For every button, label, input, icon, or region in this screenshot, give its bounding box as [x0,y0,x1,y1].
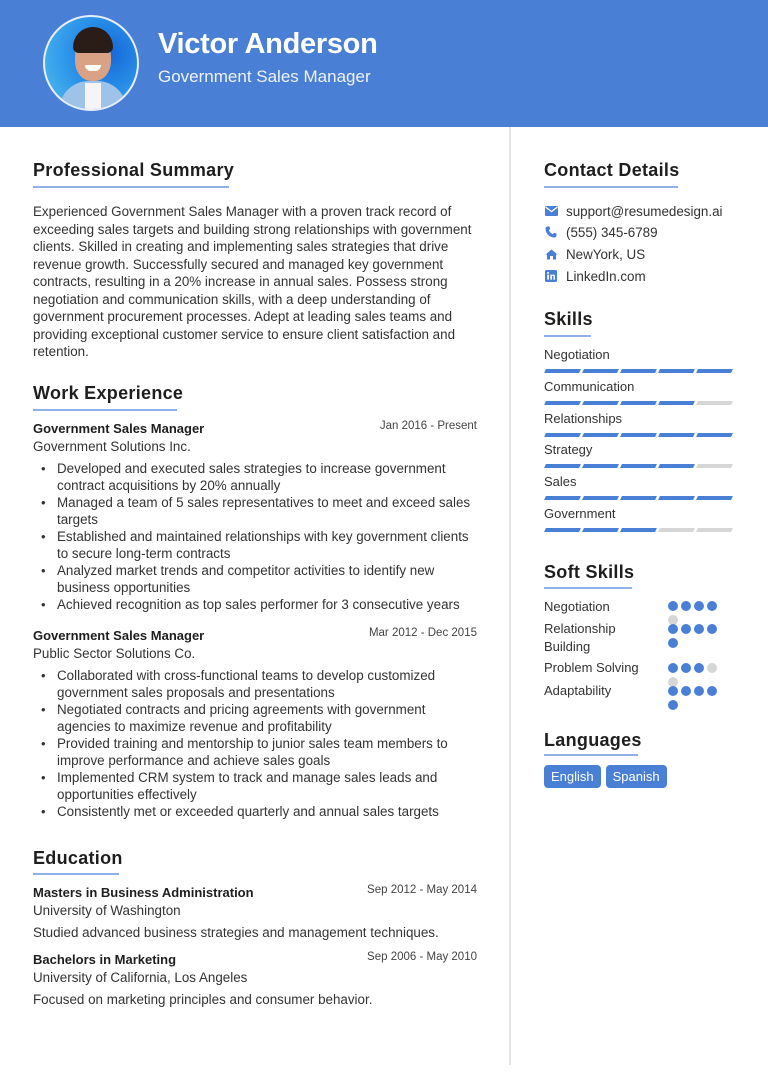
job-bullet: • Analyzed market trends and competitor activities to identify new business opportunities [33,562,477,596]
job-bullet: • Negotiated contracts and pricing agreements with government agencies to maximize revenue and profitability [33,701,477,735]
summary-underline [33,186,229,188]
skill-bar-filled [696,496,733,500]
rating-dot-filled [681,663,691,673]
degree-title: Masters in Business Administration [33,885,254,900]
skill-bar-filled [544,433,581,437]
linkedin-icon [544,269,558,283]
soft-skill-name: Relationship Building [544,621,616,654]
job-bullet: • Provided training and mentorship to junior sales team members to improve performance and achieve sales goals [33,735,477,769]
skill-bar-filled [658,496,695,500]
skill-bar-filled [658,464,695,468]
school-name: University of California, Los Angeles [33,970,248,985]
contact-location-text: NewYork, US [566,246,646,262]
rating-dot-filled [694,686,704,696]
soft-skill-rating [668,601,724,625]
summary-text: Experienced Government Sales Manager with a proven track record of exceeding sales targets and building strong relationships with government clients. Skilled in creating and implementing sales strategies that drive revenue growth. Successfully secured and managed key government contracts, resulting in a 20% increase in annual sales. Possess strong negotiation and communication skills, with a deep understanding of government procurement processes. Adept at leading sales teams and providing exceptional customer service to ensure client satisfaction and retention. [33,204,472,359]
school-name: University of Washington [33,903,181,918]
skill-bar-filled [620,528,657,532]
job-bullet: • Managed a team of 5 sales representatives to meet and exceed sales targets [33,494,477,528]
rating-dot-filled [707,686,717,696]
job-title: Government Sales Manager [33,421,205,436]
rating-dot-filled [707,601,717,611]
rating-dot-filled [694,624,704,634]
skill-level-bar [545,496,732,500]
contact-linkedin-text: LinkedIn.com [566,268,646,284]
skill-bar-filled [582,528,619,532]
column-divider [509,127,511,1065]
contact-heading: Contact Details [544,160,680,180]
rating-dot-filled [668,638,678,648]
skill-name: Government [544,506,616,521]
job-bullet: • Established and maintained relationships with key government clients to secure long-term contracts [33,528,477,562]
profile-photo [43,15,139,111]
skill-name: Communication [544,379,635,394]
avatar-tee [85,83,101,111]
job-bullet: • Developed and executed sales strategies to increase government contract acquisitions by 20% annually [33,460,477,494]
skill-bar-empty [658,528,695,532]
skill-bar-filled [696,369,733,373]
job-dates: Jan 2016 - Present [379,420,477,432]
rating-dot-filled [668,700,678,710]
skills-underline [544,335,591,337]
contact-linkedin[interactable] [544,266,646,286]
job-bullets [33,667,477,820]
rating-dot-filled [681,601,691,611]
job-dates: Mar 2012 - Dec 2015 [368,627,477,639]
phone-icon [544,225,558,239]
rating-dot-filled [668,601,678,611]
soft-skills-heading: Soft Skills [544,562,635,582]
education-heading: Education [33,848,123,868]
skill-bar-filled [620,433,657,437]
job-bullet: • Achieved recognition as top sales performer for 3 consecutive years [33,596,477,613]
job-bullet: • Implemented CRM system to track and manage sales leads and opportunities effectively [33,769,477,803]
contact-phone[interactable] [544,222,658,242]
rating-dot-filled [681,624,691,634]
skill-bar-filled [544,369,581,373]
job-bullets [33,460,477,613]
experience-underline [33,409,177,411]
skill-bar-filled [544,528,581,532]
resume-header [0,0,768,127]
soft-skill-rating [668,686,724,710]
skill-bar-filled [658,369,695,373]
rating-dot-filled [694,663,704,673]
job-bullet: • Consistently met or exceeded quarterly and annual sales targets [33,803,477,820]
contact-location [544,244,645,264]
job-company: Government Solutions Inc. [33,439,191,454]
soft-skill-name: Adaptability [544,683,612,698]
skill-bar-filled [582,433,619,437]
skill-bar-filled [582,496,619,500]
soft-skill-name: Negotiation [544,599,610,614]
contact-underline [544,186,678,188]
avatar-hair [73,27,113,53]
education-description: Studied advanced business strategies and management techniques. [33,925,439,940]
candidate-name: Victor Anderson [158,28,378,60]
skill-bar-empty [696,401,733,405]
education-underline [33,873,119,875]
skill-bar-filled [658,401,695,405]
language-tag-spanish: Spanish [606,765,667,788]
languages-heading: Languages [544,730,642,750]
skill-bar-filled [620,496,657,500]
contact-email[interactable] [544,201,723,221]
education-description: Focused on marketing principles and consumer behavior. [33,992,373,1007]
rating-dot-empty [707,663,717,673]
skill-bar-filled [544,496,581,500]
skill-bar-filled [582,401,619,405]
skill-bar-filled [620,401,657,405]
skill-level-bar [545,464,732,468]
rating-dot-filled [668,663,678,673]
home-icon [544,247,558,261]
degree-title: Bachelors in Marketing [33,952,177,967]
skill-bar-empty [696,464,733,468]
languages-underline [544,754,638,756]
education-dates: Sep 2006 - May 2010 [367,951,477,963]
soft-skill-name: Problem Solving [544,660,639,675]
job-company: Public Sector Solutions Co. [33,646,196,661]
rating-dot-filled [707,624,717,634]
skill-bar-filled [620,464,657,468]
skill-level-bar [545,369,732,373]
skill-level-bar [545,401,732,405]
skill-bar-filled [544,401,581,405]
soft-skills-underline [544,587,632,589]
language-tag-english: English [544,765,601,788]
skill-bar-filled [582,369,619,373]
rating-dot-filled [694,601,704,611]
skill-bar-empty [696,528,733,532]
envelope-icon [544,204,558,218]
contact-email-text: support@resumedesign.ai [566,203,723,219]
skill-name: Negotiation [544,347,610,362]
skill-bar-filled [544,464,581,468]
soft-skill-rating [668,624,724,648]
skill-name: Relationships [544,411,623,426]
rating-dot-filled [668,624,678,634]
skill-bar-filled [620,369,657,373]
education-dates: Sep 2012 - May 2014 [367,884,477,896]
soft-skill-rating [668,663,724,687]
summary-heading: Professional Summary [33,160,235,180]
skill-bar-filled [658,433,695,437]
skill-bar-filled [696,433,733,437]
language-tags [544,765,667,788]
skill-name: Strategy [544,442,593,457]
experience-heading: Work Experience [33,383,184,403]
contact-phone-text: (555) 345-6789 [566,224,658,240]
candidate-title: Government Sales Manager [158,67,371,86]
job-bullet: • Collaborated with cross-functional teams to develop customized government sales proposals and presentations [33,667,477,701]
skill-level-bar [545,528,732,532]
skill-name: Sales [544,474,577,489]
rating-dot-filled [668,686,678,696]
rating-dot-filled [681,686,691,696]
job-title: Government Sales Manager [33,628,205,643]
skill-level-bar [545,433,732,437]
skills-heading: Skills [544,309,593,329]
skill-bar-filled [582,464,619,468]
